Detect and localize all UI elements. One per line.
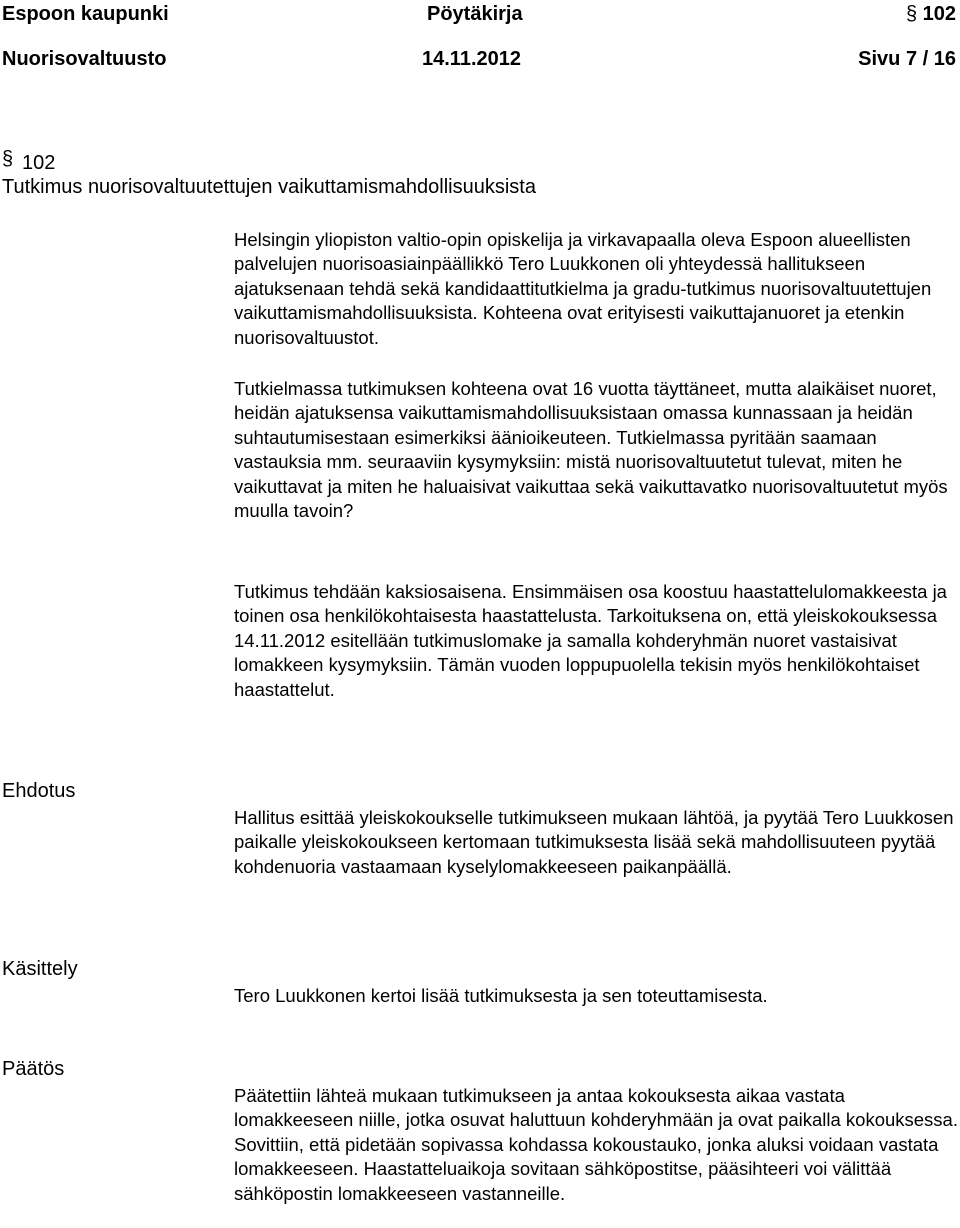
header-section-symbol: § [905, 3, 918, 25]
header-doc-type: Pöytäkirja [427, 3, 523, 25]
header-date: 14.11.2012 [422, 48, 521, 70]
ehdotus-text: Hallitus esittää yleiskokoukselle tutkimukseen mukaan lähtöä, ja pyytää Tero Luukkosen paikalle yleiskokoukseen kertomaan tutkimuksesta lisää sekä mahdollisuuteen pyytää kohdenuoria vastaamaan kyselylomakkeeseen paikanpäällä. [234, 807, 954, 877]
body-paragraph-1: Helsingin yliopiston valtio-opin opiskelija ja virkavapaalla oleva Espoon alueellisten palvelujen nuorisoasiainpäällikkö Tero Luukkonen oli yhteydessä hallitukseen ajatuksenaan tehdä sekä kandidaattitutkielma ja gradu-tutkimus nuorisovaltuutettujen vaikuttamismahdollisuuksista. Kohteena ovat erityisesti vaikuttajanuoret ja etenkin nuorisovaltuustot. [234, 229, 932, 348]
section-symbol: § [2, 148, 14, 170]
kasittely-label: Käsittely [2, 958, 78, 980]
header-body: Nuorisovaltuusto [2, 48, 167, 70]
header-org: Espoon kaupunki [2, 3, 169, 25]
header-section-number [906, 2, 956, 26]
section-number: 102 [22, 152, 56, 174]
header-page: Sivu 7 / 16 [858, 48, 956, 70]
body-paragraph-2: Tutkielmassa tutkimuksen kohteena ovat 16 vuotta täyttäneet, mutta alaikäiset nuoret, heidän ajatuksensa vaikuttamismahdollisuuksistaan omassa kunnassaan ja heidän suhtautumisestaan esimerkiksi äänioikeuteen. Tutkielmassa pyritään saamaan vastauksia mm. seuraaviin kysymyksiin: mistä nuorisovaltuutetut tulevat, miten he vaikuttavat ja miten he haluaisivat vaikuttaa sekä vaikuttavatko nuorisovaltuutetut myös muulla tavoin? [234, 378, 948, 522]
kasittely-text: Tero Luukkonen kertoi lisää tutkimuksesta ja sen toteuttamisesta. [234, 985, 768, 1006]
header-section-number-value: 102 [922, 3, 956, 25]
ehdotus-label: Ehdotus [2, 780, 76, 802]
paatos-text: Päätettiin lähteä mukaan tutkimukseen ja antaa kokouksesta aikaa vastata lomakkeeseen niille, jotka osuvat haluttuun kohderyhmään ja ovat paikalla kokouksessa. Sovittiin, että pidetään sopivassa kohdassa kokoustauko, jonka aluksi voidaan vastata lomakkeeseen. Haastatteluaikoja sovitaan sähköpostitse, pääsihteeri voi välittää sähköpostin lomakkeeseen vastanneille. [234, 1085, 958, 1204]
section-title: Tutkimus nuorisovaltuutettujen vaikuttamismahdollisuuksista [2, 176, 536, 198]
body-paragraph-3: Tutkimus tehdään kaksiosaisena. Ensimmäisen osa koostuu haastattelulomakkeesta ja toinen osa henkilökohtaisesta haastattelusta. Tarkoituksena on, että yleiskokouksessa 14.11.2012 esitellään tutkimuslomake ja samalla kohderyhmän nuoret vastaisivat lomakkeen kysymyksiin. Tämän vuoden loppupuolella tekisin myös henkilökohtaiset haastattelut. [234, 581, 947, 700]
paatos-label: Päätös [2, 1058, 65, 1080]
